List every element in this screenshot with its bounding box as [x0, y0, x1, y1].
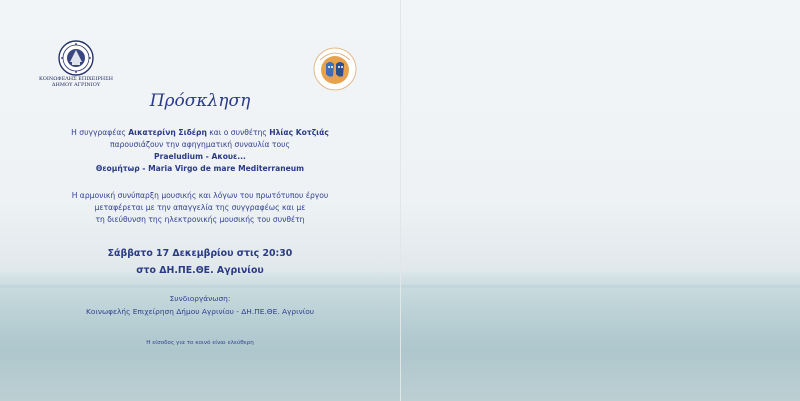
description-line1: Η αρμονική συνύπαρξη μουσικής και λόγων του πρωτότυπου έργου — [71, 191, 329, 200]
event-venue: στο ΔΗ.ΠΕ.ΘΕ. Αγρινίου — [136, 265, 264, 276]
intro-paragraph — [0, 127, 400, 175]
event-date: Σάββατο 17 Δεκεμβρίου στις 20:30 — [107, 248, 293, 259]
description-line2: μεταφέρεται με την απαγγελία της συγγραφέως και με — [94, 203, 306, 212]
card-fold — [400, 0, 401, 401]
description-paragraph — [0, 190, 400, 226]
free-entry-note: Η είσοδος για το κοινό είναι ελεύθερη — [146, 340, 254, 346]
theatre-logo-icon — [312, 46, 358, 92]
logo-text-line1: ΚΟΙΝΩΦΕΛΗΣ ΕΠΙΧΕΙΡΗΣΗ — [39, 76, 113, 82]
logo-text-line2: ΔΗΜΟΥ ΑΓΡΙΝΙΟΥ — [51, 82, 101, 88]
co-organization-label: Συνδιοργάνωση: — [169, 294, 231, 303]
work-title-2: Θεομήτωρ - Maria Virgo de mare Mediterraneum — [95, 164, 305, 173]
intro-line1: Η συγγραφέας Αικατερίνη Σιδέρη και ο συνθέτης Ηλίας Κοτζιάς — [71, 128, 329, 137]
co-organization — [0, 292, 400, 318]
municipal-enterprise-seal-icon — [58, 40, 94, 76]
intro-line2: παρουσιάζουν την αφηγηματική συναυλία τους — [110, 140, 290, 149]
municipal-enterprise-logo-text — [36, 76, 116, 88]
work-title-1: Praeludium - Ακουε... — [154, 152, 246, 161]
description-line3: τη διεύθυνση της ηλεκτρονικής μουσικής του συνθέτη — [95, 215, 305, 224]
event-date-venue — [0, 245, 400, 279]
invitation-title: Πρόσκληση — [149, 91, 251, 111]
co-organizers: Κοινωφελής Επιχείρηση Δήμου Αγρινίου - ΔΗ.ΠΕ.ΘΕ. Αγρινίου — [85, 307, 315, 316]
author-name: Αικατερίνη Σιδέρη — [128, 128, 207, 137]
composer-name: Ηλίας Κοτζιάς — [269, 128, 329, 137]
